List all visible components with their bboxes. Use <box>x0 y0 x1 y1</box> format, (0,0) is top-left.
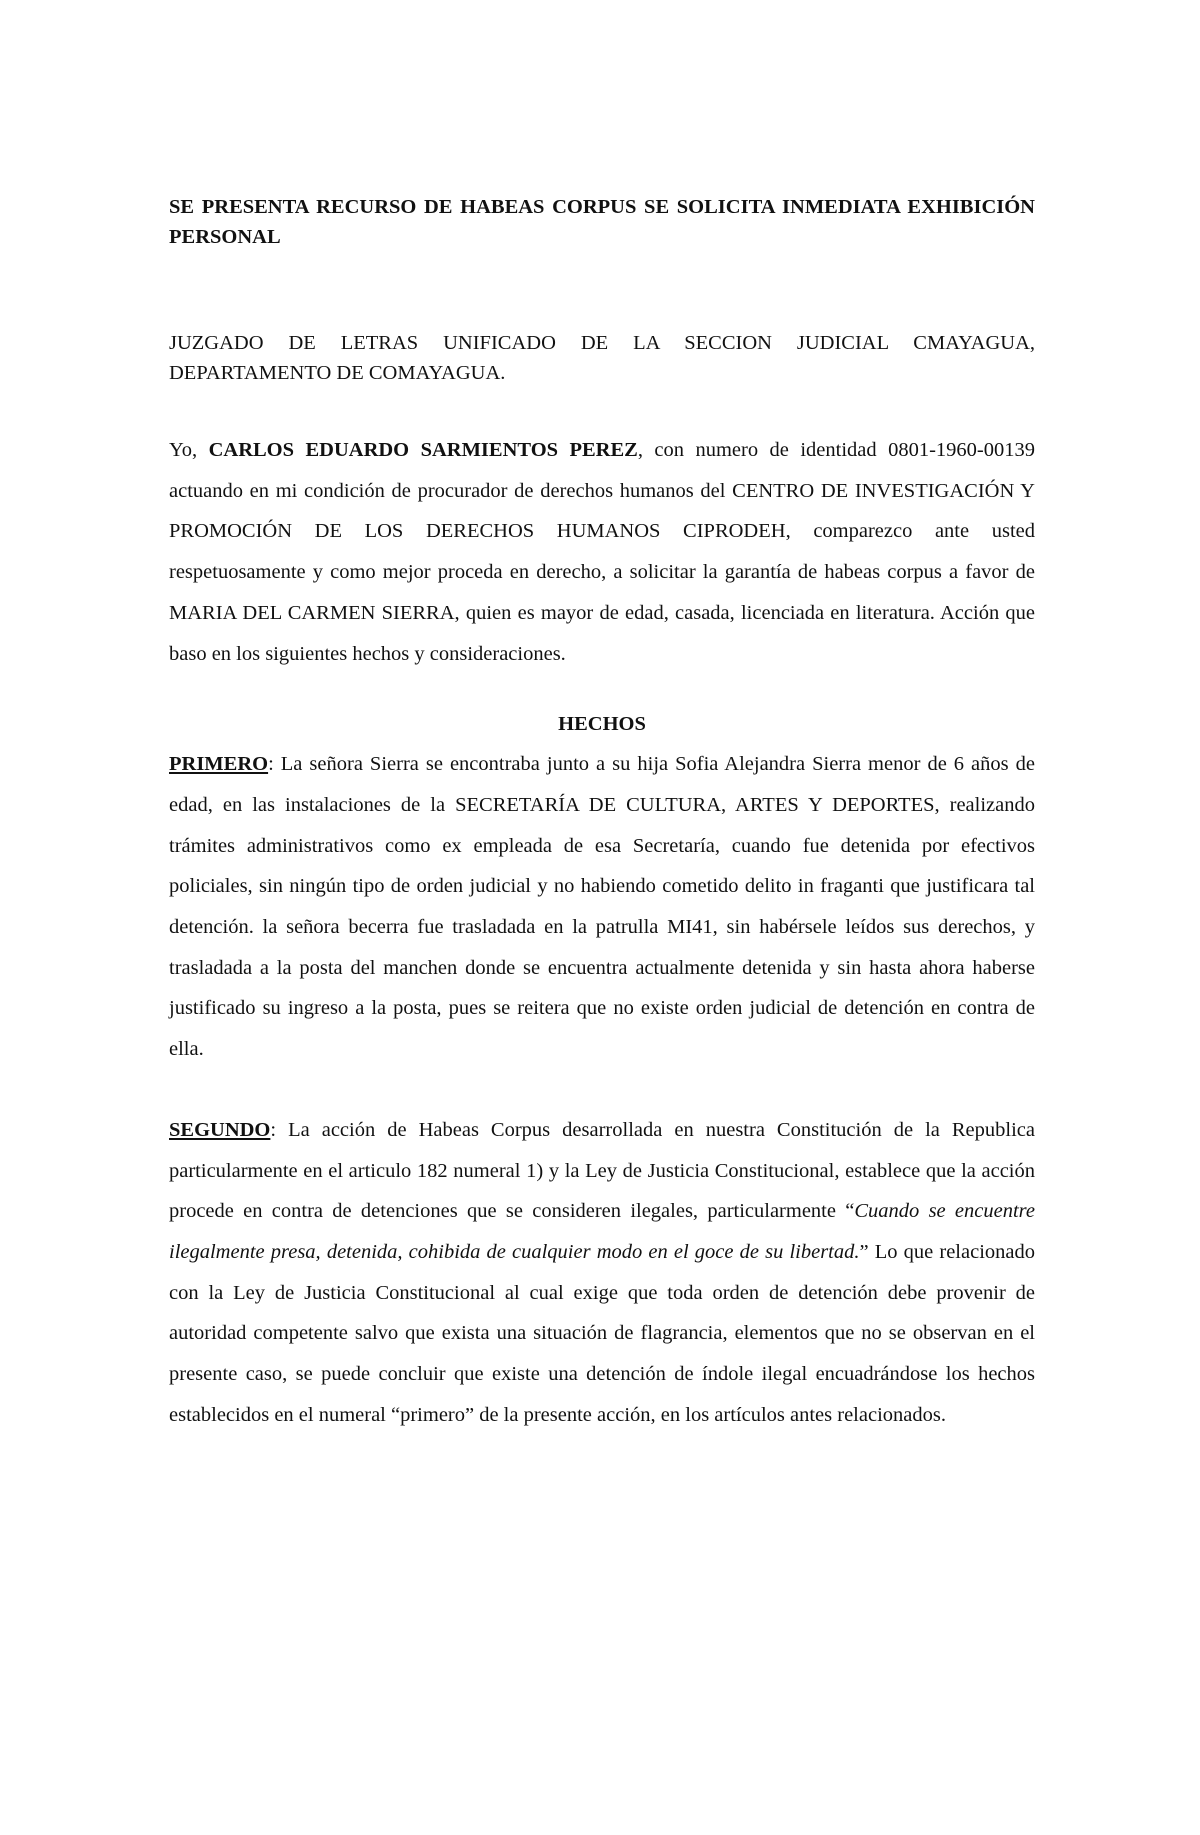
intro-prefix: Yo, <box>169 439 209 461</box>
segundo-text-after: ” Lo que relacionado con la Ley de Justicia Constitucional al cual exige que toda orden de detención debe provenir de autoridad competente salvo que exista una situación de flagrancia, elementos que no se observan en el presente caso, se puede concluir que existe una detención de índole ilegal encuadrándose los hechos establecidos en el numeral “primero” de la presente acción, en los artículos antes relacionados. <box>169 1240 1035 1426</box>
primero-text: : La señora Sierra se encontraba junto a su hija Sofia Alejandra Sierra menor de 6 años de edad, en las instalaciones de la SECRETARÍA DE CULTURA, ARTES Y DEPORTES, realizando trámites administrativos como ex empleada de esa Secretaría, cuando fue detenida por efectivos policiales, sin ningún tipo de orden judicial y no habiendo cometido delito in fraganti que justificara tal detención. la señora becerra fue trasladada en la patrulla MI41, sin habérsele leídos sus derechos, y trasladada a la posta del manchen donde se encuentra actualmente detenida y sin hasta ahora haberse justificado su ingreso a la posta, pues se reitera que no existe orden judicial de detención en contra de ella. <box>169 753 1035 1061</box>
intro-paragraph <box>169 430 1035 674</box>
intro-text: , con numero de identidad 0801-1960-00139 actuando en mi condición de procurador de derechos humanos del CENTRO DE INVESTIGACIÓN Y PROMOCIÓN DE LOS DERECHOS HUMANOS CIPRODEH, comparezco ante usted respetuosamente y como mejor proceda en derecho, a solicitar la garantía de habeas corpus a favor de MARIA DEL CARMEN SIERRA, quien es mayor de edad, casada, licenciada en literatura. Acción que baso en los siguientes hechos y consideraciones. <box>169 439 1035 665</box>
segundo-quote: Cuando se encuentre ilegalmente presa, detenida, cohibida de cualquier modo en el goce de su libertad. <box>169 1200 1035 1263</box>
court-addressee: JUZGADO DE LETRAS UNIFICADO DE LA SECCION JUDICIAL CMAYAGUA, DEPARTAMENTO DE COMAYAGUA. <box>169 332 1035 384</box>
fact-segundo <box>169 1110 1035 1436</box>
petitioner-name: CARLOS EDUARDO SARMIENTOS PEREZ <box>208 439 638 461</box>
primero-label: PRIMERO <box>169 753 269 776</box>
segundo-label: SEGUNDO <box>169 1118 271 1141</box>
section-heading: HECHOS <box>558 713 646 736</box>
fact-primero <box>169 744 1035 1070</box>
segundo-text-before: : La acción de Habeas Corpus desarrollada en nuestra Constitución de la Republica particularmente en el articulo 182 numeral 1) y la Ley de Justicia Constitucional, establece que la acción procede en contra de detenciones que se consideren ilegales, particularmente “ <box>169 1118 1035 1223</box>
document-title: SE PRESENTA RECURSO DE HABEAS CORPUS SE SOLICITA INMEDIATA EXHIBICIÓN PERSONAL <box>169 196 1035 248</box>
document-page <box>169 192 1035 1435</box>
